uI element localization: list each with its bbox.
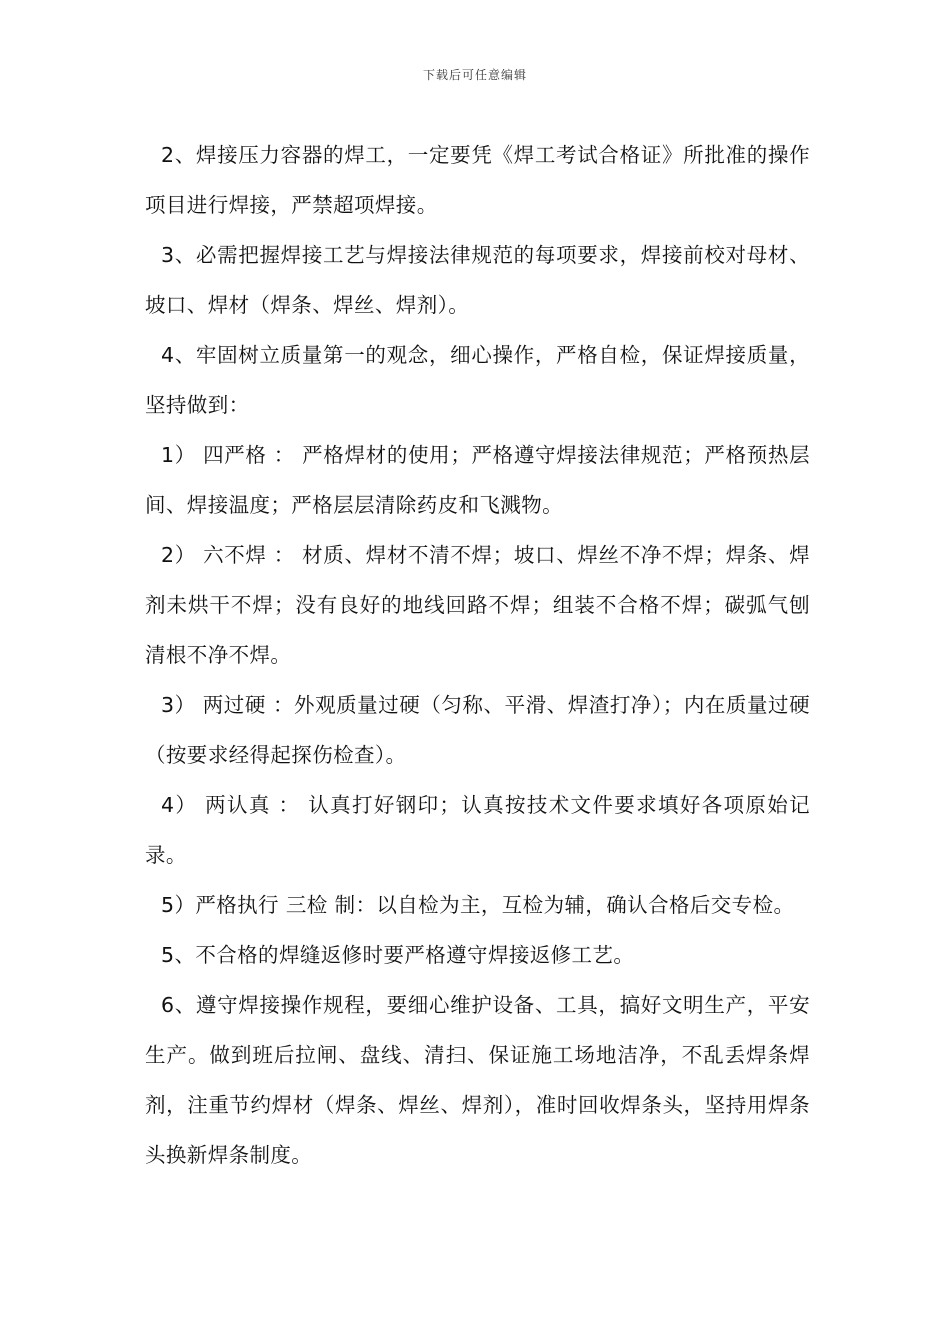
sub-item-3: 3） 两过硬 ：外观质量过硬（匀称、平滑、焊渣打净）；内在质量过硬（按要求经得起探伤检查）。	[145, 693, 810, 767]
paragraph-item-2: 2、焊接压力容器的焊工，一定要凭《焊工考试合格证》所批准的操作项目进行焊接，严禁超项焊接。	[145, 143, 810, 217]
paragraph-item-5: 5、不合格的焊缝返修时要严格遵守焊接返修工艺。	[161, 943, 635, 967]
sub-item-5: 5）严格执行 三检 制：以自检为主，互检为辅，确认合格后交专检。	[161, 893, 795, 917]
sub-item-4: 4） 两认真 ： 认真打好钢印；认真按技术文件要求填好各项原始记录。	[145, 793, 810, 867]
document-body	[145, 130, 810, 1180]
sub-item-2: 2） 六不焊 ： 材质、焊材不清不焊；坡口、焊丝不净不焊；焊条、焊剂未烘干不焊；没有良好的地线回路不焊；组装不合格不焊；碳弧气刨清根不净不焊。	[145, 543, 810, 667]
page-header: 下载后可任意编辑	[422, 68, 527, 82]
sub-item-1: 1） 四严格 ： 严格焊材的使用；严格遵守焊接法律规范；严格预热层间、焊接温度；严格层层清除药皮和飞溅物。	[145, 443, 810, 517]
paragraph-item-4: 4、牢固树立质量第一的观念，细心操作，严格自检，保证焊接质量，坚持做到：	[145, 343, 810, 417]
paragraph-item-3: 3、必需把握焊接工艺与焊接法律规范的每项要求，焊接前校对母材、坡口、焊材（焊条、焊丝、焊剂）。	[145, 243, 810, 317]
paragraph-item-6: 6、遵守焊接操作规程，要细心维护设备、工具，搞好文明生产，平安生产。做到班后拉闸、盘线、清扫、保证施工场地洁净，不乱丢焊条焊剂，注重节约焊材（焊条、焊丝、焊剂），准时回收焊条头，坚持用焊条头换新焊条制度。	[145, 993, 810, 1167]
